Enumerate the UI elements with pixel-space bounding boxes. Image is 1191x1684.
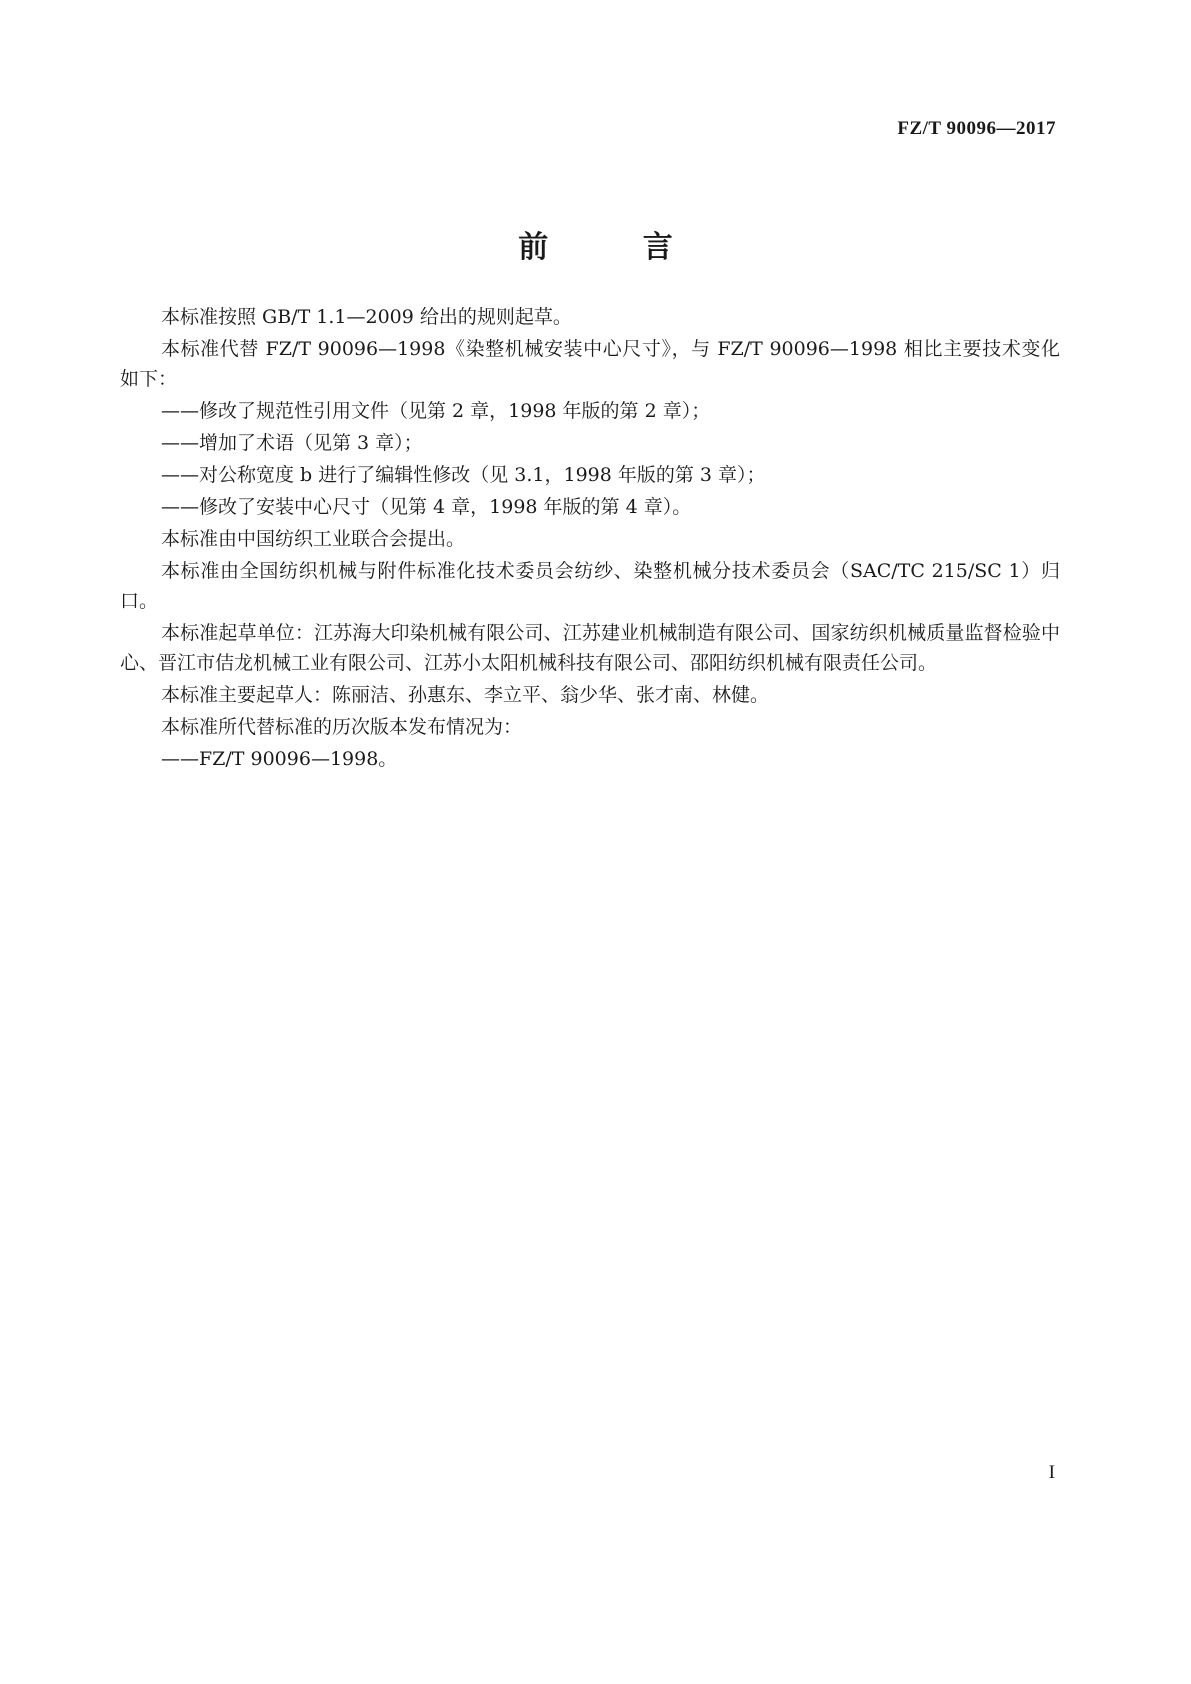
page-number: I [1048,1462,1055,1483]
paragraph-drafters: 本标准主要起草人：陈丽洁、孙惠东、李立平、翁少华、张才南、林健。 [161,684,770,706]
page-title: 前 言 [518,230,715,265]
paragraph-administrator: 本标准由全国纺织机械与附件标准化技术委员会纺纱、染整机械分技术委员会（SAC/TC 215/SC 1）归口。 [120,560,1060,612]
paragraph-drafting-rules: 本标准按照 GB/T 1.1—2009 给出的规则起草。 [161,306,572,328]
standard-code: FZ/T 90096—2017 [897,118,1056,139]
foreword-body [120,302,1060,775]
change-item: ——修改了安装中心尺寸（见第 4 章，1998 年版的第 4 章）。 [161,496,692,518]
paragraph-proposer: 本标准由中国纺织工业联合会提出。 [161,528,466,550]
change-item: ——增加了术语（见第 3 章）； [161,432,423,454]
history-item: ——FZ/T 90096—1998。 [161,748,398,770]
paragraph-replacement: 本标准代替 FZ/T 90096—1998《染整机械安装中心尺寸》，与 FZ/T 90096—1998 相比主要技术变化如下： [120,338,1060,390]
paragraph-history-intro: 本标准所代替标准的历次版本发布情况为： [161,716,523,738]
change-item: ——修改了规范性引用文件（见第 2 章，1998 年版的第 2 章）； [161,400,711,422]
change-item: ——对公称宽度 b 进行了编辑性修改（见 3.1，1998 年版的第 3 章）； [161,464,766,486]
paragraph-drafting-units: 本标准起草单位：江苏海大印染机械有限公司、江苏建业机械制造有限公司、国家纺织机械质量监督检验中心、晋江市佶龙机械工业有限公司、江苏小太阳机械科技有限公司、邵阳纺织机械有限责任公司。 [120,622,1060,674]
